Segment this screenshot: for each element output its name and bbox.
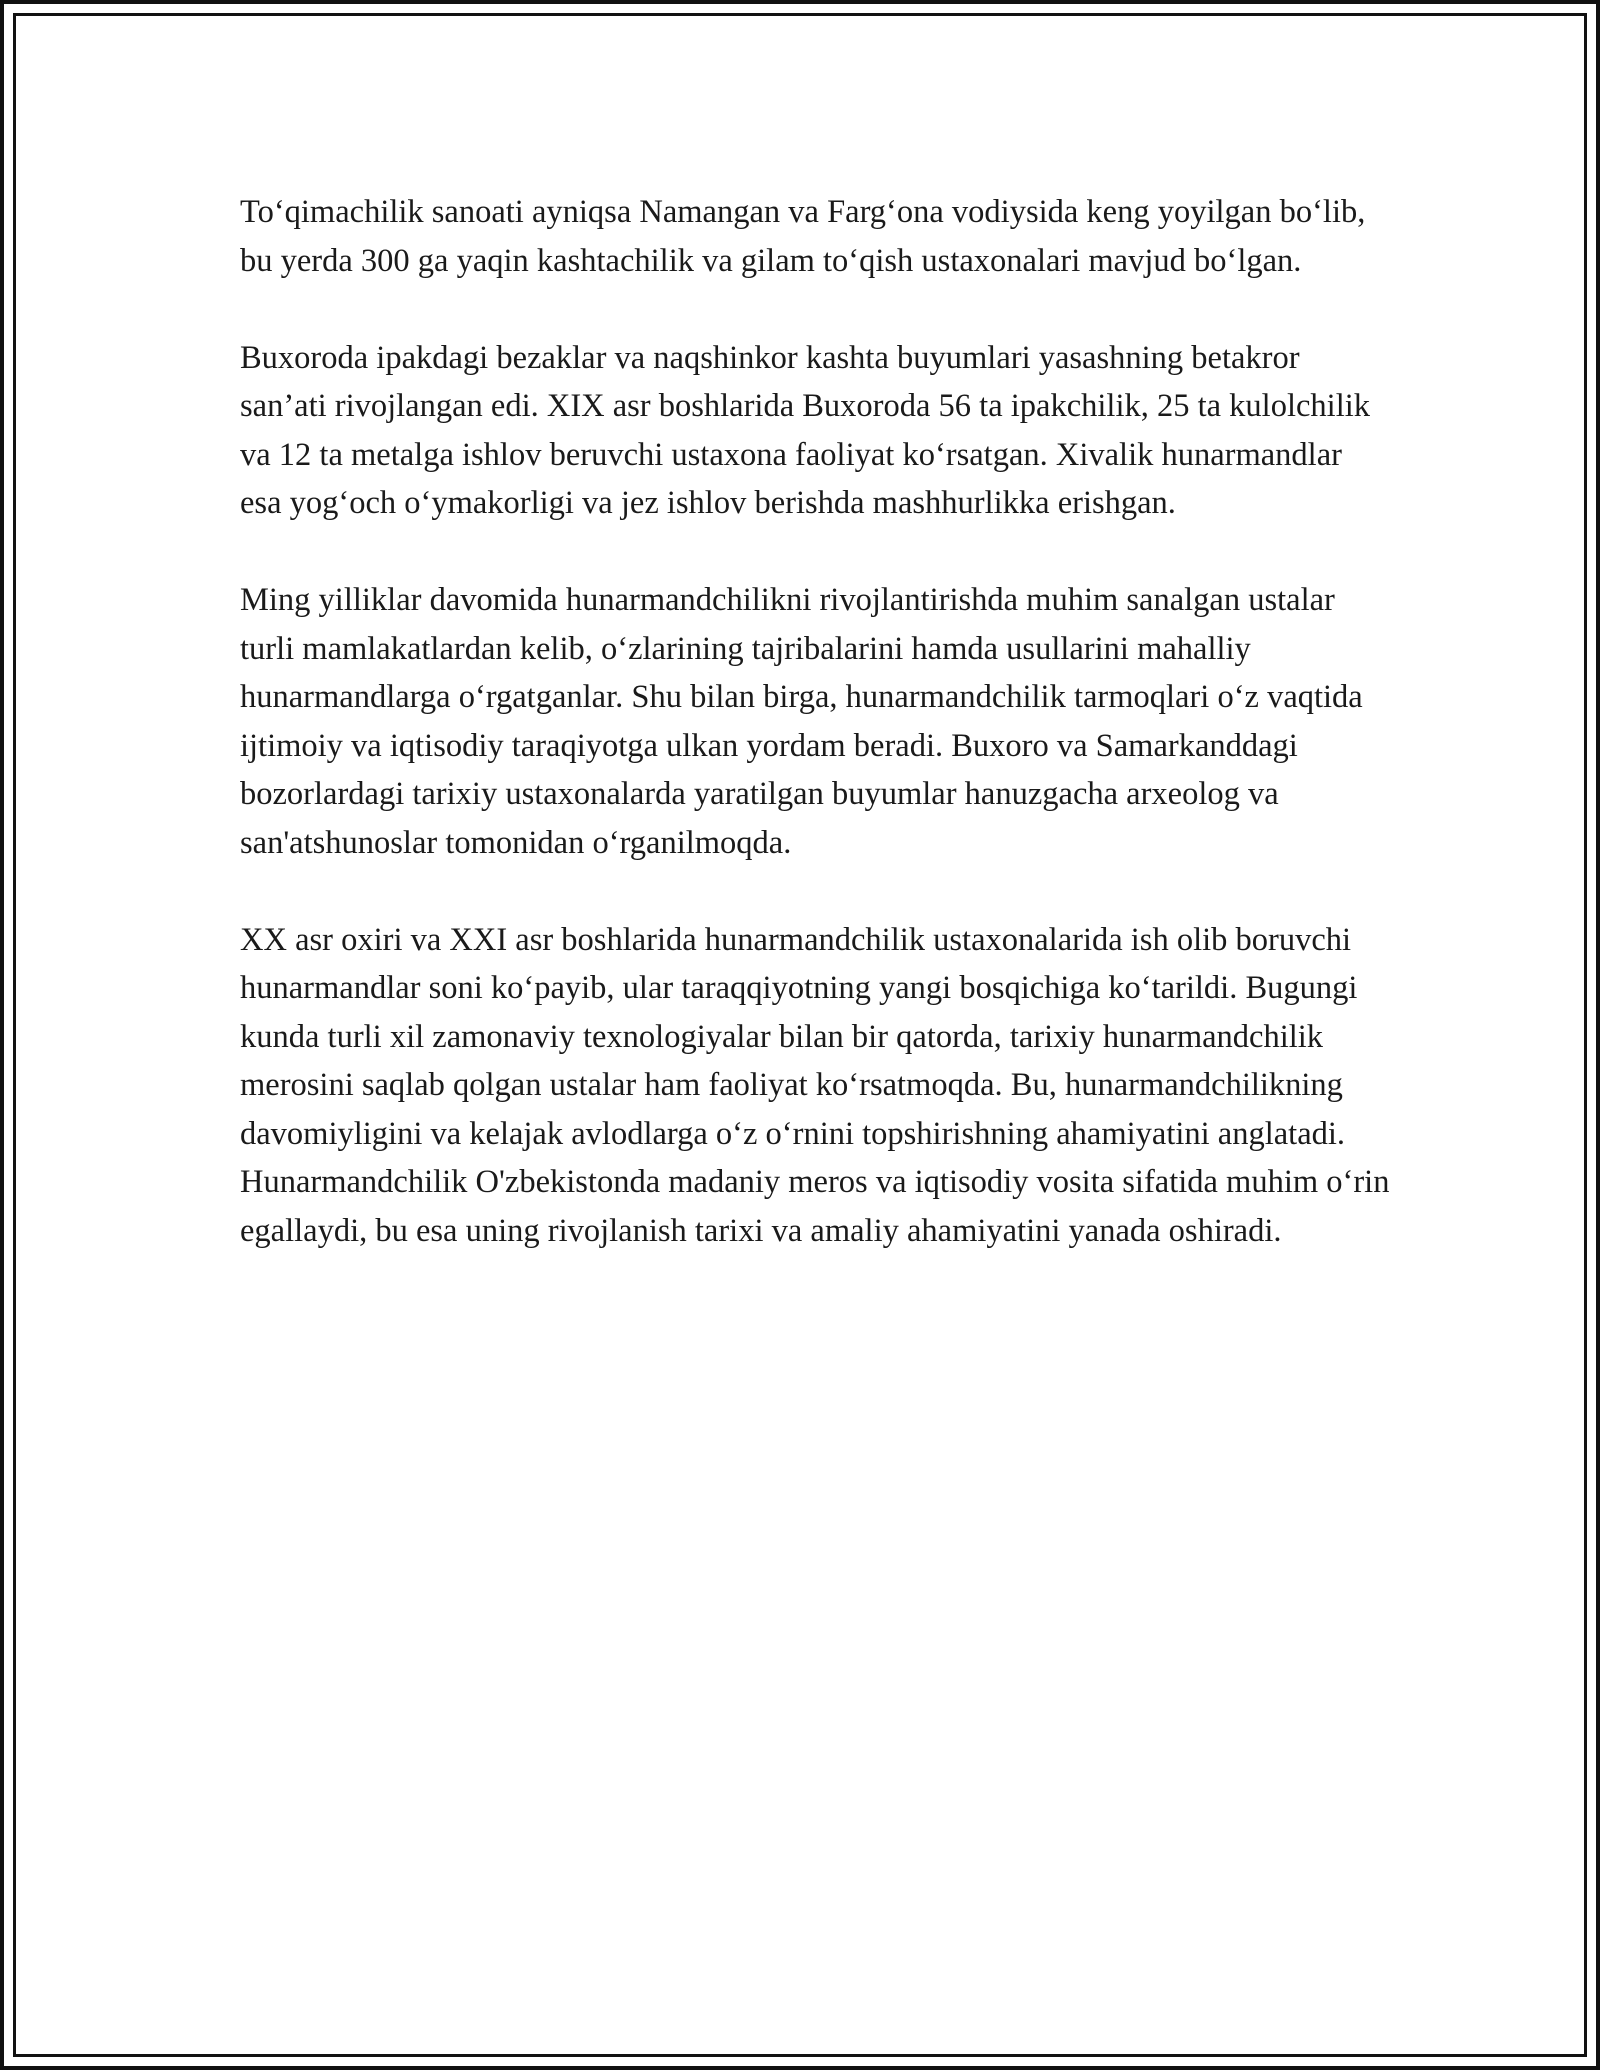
paragraph-modern-crafts: XX asr oxiri va XXI asr boshlarida hunarmandchilik ustaxonalarida ish olib boruvchi hunarmandlar soni ko‘payib, ular taraqqiyotning yangi bosqichiga ko‘tarildi. Bugungi kunda turli xil zamonaviy texnologiyalar bilan bir qatorda, tarixiy hunarmandchilik merosini saqlab qolgan ustalar ham faoliyat ko‘rsatmoqda. Bu, hunarmandchilikning davomiyligini va kelajak avlodlarga o‘z o‘rnini topshirishning ahamiyatini anglatadi. Hunarmandchilik O'zbekistonda madaniy meros va iqtisodiy vosita sifatida muhim o‘rin egallaydi, bu esa uning rivojlanish tarixi va amaliy ahamiyatini yanada oshiradi. [240, 921, 1390, 1249]
document-body [240, 188, 1390, 1304]
paragraph-textile-industry: To‘qimachilik sanoati ayniqsa Namangan va Farg‘ona vodiysida keng yoyilgan bo‘lib, bu yerda 300 ga yaqin kashtachilik va gilam to‘qish ustaxonalari mavjud bo‘lgan. [240, 194, 1366, 279]
paragraph-masters-history: Ming yilliklar davomida hunarmandchilikni rivojlantirishda muhim sanalgan ustalar turli mamlakatlardan kelib, o‘zlarining tajribalarini hamda usullarini mahalliy hunarmandlarga o‘rgatganlar. Shu bilan birga, hunarmandchilik tarmoqlari o‘z vaqtida ijtimoiy va iqtisodiy taraqiyotga ulkan yordam beradi. Buxoro va Samarkanddagi bozorlardagi tarixiy ustaxonalarda yaratilgan buyumlar hanuzgacha arxeolog va san'atshunoslar tomonidan o‘rganilmoqda. [240, 582, 1363, 861]
paragraph-bukhara-crafts: Buxoroda ipakdagi bezaklar va naqshinkor kashta buyumlari yasashning betakror san’ati rivojlangan edi. XIX asr boshlarida Buxoroda 56 ta ipakchilik, 25 ta kulolchilik va 12 ta metalga ishlov beruvchi ustaxona faoliyat ko‘rsatgan. Xivalik hunarmandlar esa yog‘och o‘ymakorligi va jez ishlov berishda mashhurlikka erishgan. [240, 339, 1371, 521]
